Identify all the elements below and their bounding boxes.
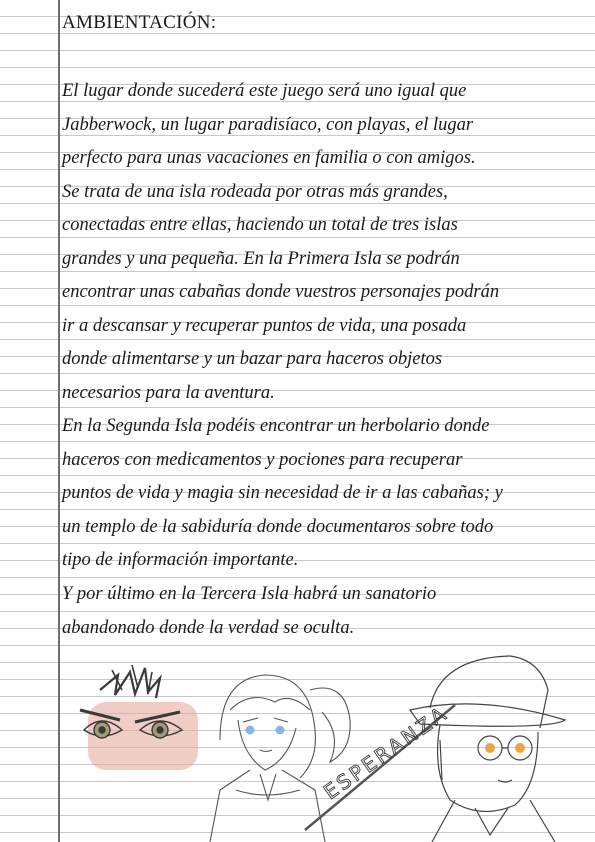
sketch-character-ponytail-girl [210,675,350,842]
character-sketch-illustration [60,650,595,842]
paragraph-third-island: Y por último en la Tercera Isla habrá un sanatorio abandonado donde la verdad se oculta. [62,584,437,638]
paragraph-first-island: El lugar donde sucederá este juego será uno igual que Jabberwock, un lugar paradisíaco, con playas, el lugar perfecto para unas vacaciones en familia o con amigos. Se trata de una isla rodeada por otras más grandes, conectadas entre ellas, haciendo un total de tres islas grandes y una pequeña. En la Primera Isla se podrán encontrar unas cabañas donde vuestros personajes podrán ir a descansar y recuperar puntos de vida, una posada donde alimentarse y un bazar para haceros objetos necesarios para la aventura. [62,81,500,403]
sketch-character-witch-hat [410,656,565,842]
sketch-signature: ESPERANZA [319,700,453,805]
sketch-character-spiky-hair [80,665,198,770]
page-heading: AMBIENTACIÓN: [62,12,217,33]
paragraph-second-island: En la Segunda Isla podéis encontrar un herbolario donde haceros con medicamentos y pociones para recuperar puntos de vida y magia sin necesidad de ir a las cabañas; y un templo de la sabiduría donde documentaros sobre todo tipo de información importante. [62,416,503,570]
